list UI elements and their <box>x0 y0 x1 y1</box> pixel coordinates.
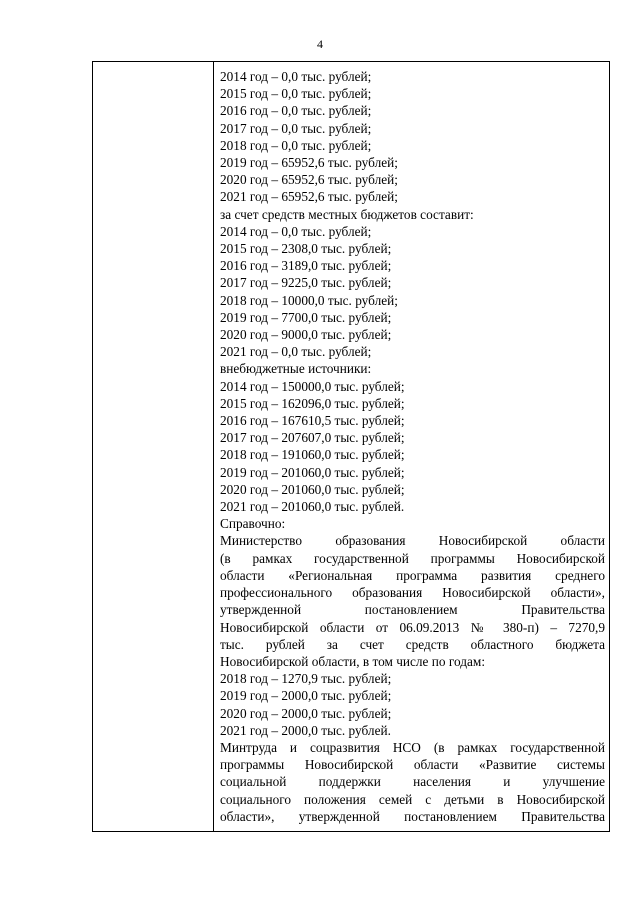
text-line: 2020 год – 65952,6 тыс. рублей; <box>220 172 398 188</box>
text-line: 2017 год – 0,0 тыс. рублей; <box>220 120 372 136</box>
text-line: 2018 год – 1270,9 тыс. рублей; <box>220 671 392 687</box>
ministry-years-block <box>220 670 605 739</box>
page-number: 4 <box>317 37 323 51</box>
text-line: 2020 год – 201060,0 тыс. рублей; <box>220 481 405 497</box>
text-line: 2021 год – 65952,6 тыс. рублей; <box>220 189 398 205</box>
paragraph-line: области», утвержденной постановлением Правительства <box>220 808 605 824</box>
text-line: 2014 год – 0,0 тыс. рублей; <box>220 223 372 239</box>
paragraph-line: области «Региональная программа развития среднего <box>220 567 605 583</box>
text-line: 2019 год – 2000,0 тыс. рублей; <box>220 688 392 704</box>
text-line: 2017 год – 9225,0 тыс. рублей; <box>220 275 392 291</box>
paragraph-line: Новосибирской области, в том числе по годам: <box>220 653 486 669</box>
text-line: 2018 год – 0,0 тыс. рублей; <box>220 137 372 153</box>
text-line: 2021 год – 2000,0 тыс. рублей. <box>220 722 391 738</box>
text-line: 2018 год – 191060,0 тыс. рублей; <box>220 447 405 463</box>
text-line: 2014 год – 0,0 тыс. рублей; <box>220 69 372 84</box>
text-line: 2019 год – 65952,6 тыс. рублей; <box>220 155 398 171</box>
paragraph-line: тыс. рублей за счет средств областного бюджета <box>220 636 605 652</box>
paragraph-line: утвержденной постановлением Правительства <box>220 602 605 618</box>
paragraph-line: профессионального образования Новосибирской области», <box>220 585 605 601</box>
text-line: внебюджетные источники: <box>220 361 372 377</box>
paragraph-line: социального положения семей с детьми в Новосибирской <box>220 791 605 807</box>
table-right-cell <box>214 62 609 831</box>
text-line: 2021 год – 0,0 тыс. рублей; <box>220 344 372 360</box>
text-line: 2016 год – 167610,5 тыс. рублей; <box>220 413 405 429</box>
text-line: 2018 год – 10000,0 тыс. рублей; <box>220 292 398 308</box>
mintrud-paragraph <box>220 739 605 825</box>
text-line: 2015 год – 0,0 тыс. рублей; <box>220 86 372 102</box>
text-line: 2017 год – 207607,0 тыс. рублей; <box>220 430 405 446</box>
text-line: 2015 год – 2308,0 тыс. рублей; <box>220 241 392 257</box>
text-line: 2019 год – 201060,0 тыс. рублей; <box>220 464 405 480</box>
paragraph-line: программы Новосибирской области «Развитие системы <box>220 757 605 773</box>
paragraph-line: (в рамках государственной программы Новосибирской <box>220 550 605 566</box>
paragraph-line: Министерство образования Новосибирской области <box>220 533 605 549</box>
funding-lines-block <box>220 68 605 532</box>
text-line: 2020 год – 9000,0 тыс. рублей; <box>220 327 392 343</box>
text-line: 2019 год – 7700,0 тыс. рублей; <box>220 309 392 325</box>
text-line: за счет средств местных бюджетов составит: <box>220 206 474 222</box>
paragraph-line: Новосибирской области от 06.09.2013 № 380-п) – 7270,9 <box>220 619 605 635</box>
text-line: Справочно: <box>220 516 286 532</box>
ministry-paragraph <box>220 532 605 670</box>
document-table <box>92 61 610 832</box>
table-left-cell <box>93 62 214 831</box>
text-line: 2020 год – 2000,0 тыс. рублей; <box>220 705 392 721</box>
paragraph-line: социальной поддержки населения и улучшение <box>220 774 605 790</box>
paragraph-line: Минтруда и соцразвития НСО (в рамках государственной <box>220 739 605 755</box>
text-line: 2021 год – 201060,0 тыс. рублей. <box>220 499 405 515</box>
text-line: 2015 год – 162096,0 тыс. рублей; <box>220 395 405 411</box>
text-line: 2016 год – 3189,0 тыс. рублей; <box>220 258 392 274</box>
text-line: 2016 год – 0,0 тыс. рублей; <box>220 103 372 119</box>
text-line: 2014 год – 150000,0 тыс. рублей; <box>220 378 405 394</box>
